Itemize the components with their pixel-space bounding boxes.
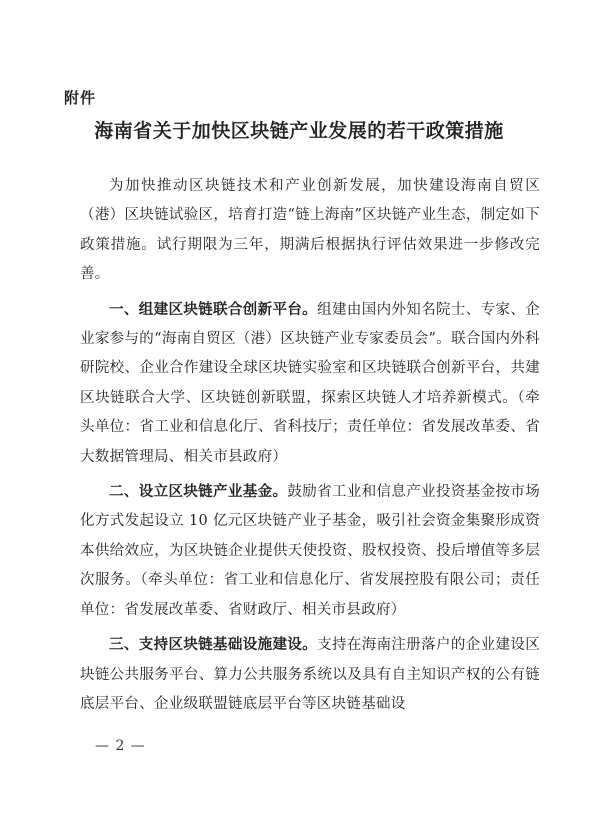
document-title: 海南省关于加快区块链产业发展的若干政策措施: [94, 120, 504, 142]
section-paragraph-3: [80, 631, 540, 719]
section-text-3: 支持在海南注册落户的企业建设区块链公共服务平台、算力公共服务系统以及具有自主知识产权的公有链底层平台、企业级联盟链底层平台等区块链基础设: [80, 637, 541, 712]
section-heading-1: 一、组建区块链联合创新平台。: [109, 301, 318, 318]
section-text-1: 组建由国内外知名院士、专家、企业家参与的“海南自贸区（港）区块链产业专家委员会”。联合国内外科研院校、企业合作建设全球区块链实验室和区块链联合创新平台，共建区块链联合大学、区块链创新联盟，探索区块链人才培养新模式。（牵头单位：省工业和信息化厅、省科技厅；责任单位：省发展改革委、省大数据管理局、相关市县政府）: [80, 301, 541, 465]
section-heading-2: 二、设立区块链产业基金。: [109, 484, 288, 501]
intro-paragraph: 为加快推动区块链技术和产业创新发展，加快建设海南自贸区（港）区块链试验区，培育打造“链上海南”区块链产业生态，制定如下政策措施。试行期限为三年，期满后根据执行评估效果进一步修改完善。: [80, 178, 540, 283]
section-heading-3: 三、支持区块链基础设施建设。: [109, 637, 318, 654]
section-paragraph-2: [80, 478, 540, 625]
page-number: — 2 —: [95, 738, 146, 754]
attachment-label: 附件: [64, 89, 97, 107]
document-body: [80, 172, 540, 725]
section-paragraph-1: [80, 296, 540, 472]
section-text-2: 鼓励省工业和信息产业投资基金按市场化方式发起设立 10 亿元区块链产业子基金，吸引社会资金集聚形成资本供给效应，为区块链企业提供天使投资、股权投资、投后增值等多层次服务。（牵头单位：省工业和信息化厅、省发展控股有限公司；责任单位：省发展改革委、省财政厅、相关市县政府）: [80, 484, 540, 618]
